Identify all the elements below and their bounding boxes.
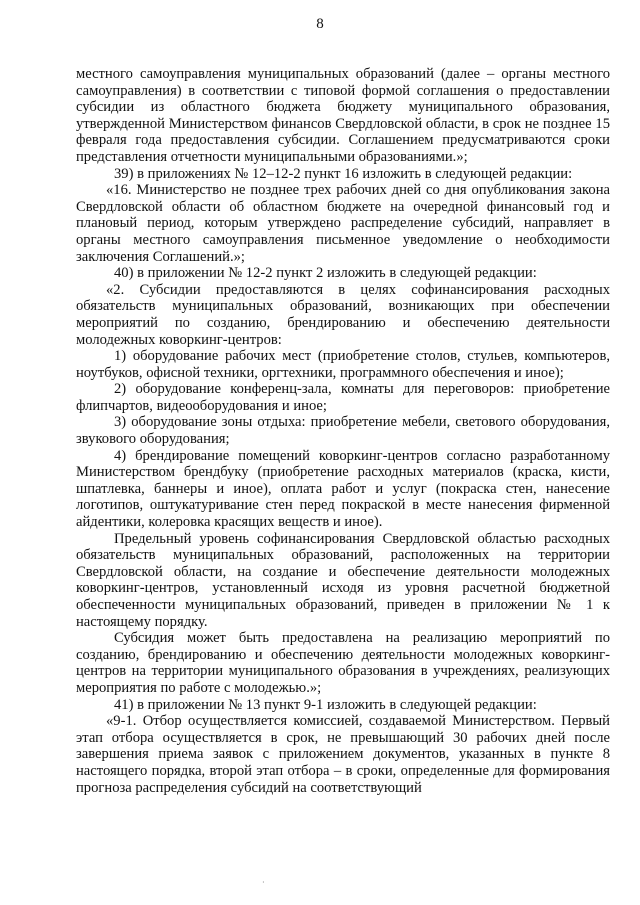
scan-artifact-dot: · bbox=[262, 878, 265, 887]
paragraph-item-40: 40) в приложении № 12-2 пункт 2 изложить в следующей редакции: bbox=[114, 265, 537, 282]
list-item-4: 4) брендирование помещений коворкинг-центров согласно разработанному Министерством брендбуку (приобретение расходных материалов (краска, кисти, шпатлевка, баннеры и иное), оплата работ и услуг (покраска стен, нанесение логотипов, оштукатуривание стен перед покраской в месте нанесения фирменной айдентики, колеровка красящих веществ и иное). bbox=[76, 447, 610, 531]
page-number: 8 bbox=[316, 16, 324, 32]
paragraph-clause-9-1: «9-1. Отбор осуществляется комиссией, создаваемой Министерством. Первый этап отбора осуществляется в срок, не превышающий 30 рабочих дней после завершения приема заявок с приложением документов, указанных в пункте 8 настоящего порядка, второй этап отбора – в сроки, определенные для формирования прогноза распределения субсидий на соответствующий bbox=[76, 713, 610, 796]
list-item-2: 2) оборудование конференц-зала, комнаты для переговоров: приобретение флипчартов, видеооборудования и иное; bbox=[76, 381, 610, 414]
paragraph-item-39: 39) в приложениях № 12–12-2 пункт 16 изложить в следующей редакции: bbox=[114, 165, 573, 182]
paragraph-item-41: 41) в приложении № 13 пункт 9-1 изложить в следующей редакции: bbox=[114, 696, 537, 713]
paragraph-continuation: местного самоуправления муниципальных образований (далее – органы местного самоуправления) в соответствии с типовой формой соглашения о предоставлении субсидии из областного бюджета бюджету муниципального образования, утвержденной Министерством финансов Свердловской области, в срок не позднее 15 февраля года предоставления субсидии. Соглашением предусматриваются сроки представления отчетности муниципальными образованиями.»; bbox=[76, 66, 610, 165]
paragraph-subsidy: Субсидия может быть предоставлена на реализацию мероприятий по созданию, брендированию и обеспечению деятельности молодежных коворкинг-центров на территории муниципального образования в учреждениях, реализующих мероприятия по работе с молодежью.»; bbox=[76, 630, 610, 696]
list-item-1: 1) оборудование рабочих мест (приобретение столов, стульев, компьютеров, ноутбуков, офисной техники, оргтехники, программного обеспечения и иное); bbox=[76, 348, 610, 381]
list-item-3: 3) оборудование зоны отдыха: приобретение мебели, светового оборудования, звукового оборудования; bbox=[76, 414, 610, 448]
paragraph-clause-16: «16. Министерство не позднее трех рабочих дней со дня опубликования закона Свердловской области об областном бюджете на очередной финансовый год и плановый период, которым утверждено распределение субсидий, направляет в органы местного самоуправления письменное уведомление о необходимости заключения Соглашений.»; bbox=[76, 182, 610, 265]
paragraph-clause-2: «2. Субсидии предоставляются в целях софинансирования расходных обязательств муниципальных образований, возникающих при обеспечении мероприятий по созданию, брендированию и обеспечению деятельности молодежных коворкинг-центров: bbox=[76, 281, 610, 348]
document-body bbox=[76, 66, 610, 796]
paragraph-cofinancing-level: Предельный уровень софинансирования Свердловской областью расходных обязательств муниципальных образований, расположенных на территории Свердловской области, на создание и обеспечение деятельности молодежных коворкинг-центров, установленный исходя из уровня расчетной бюджетной обеспеченности муниципальных образований, приведен в приложении № 1 к настоящему порядку. bbox=[76, 530, 610, 630]
